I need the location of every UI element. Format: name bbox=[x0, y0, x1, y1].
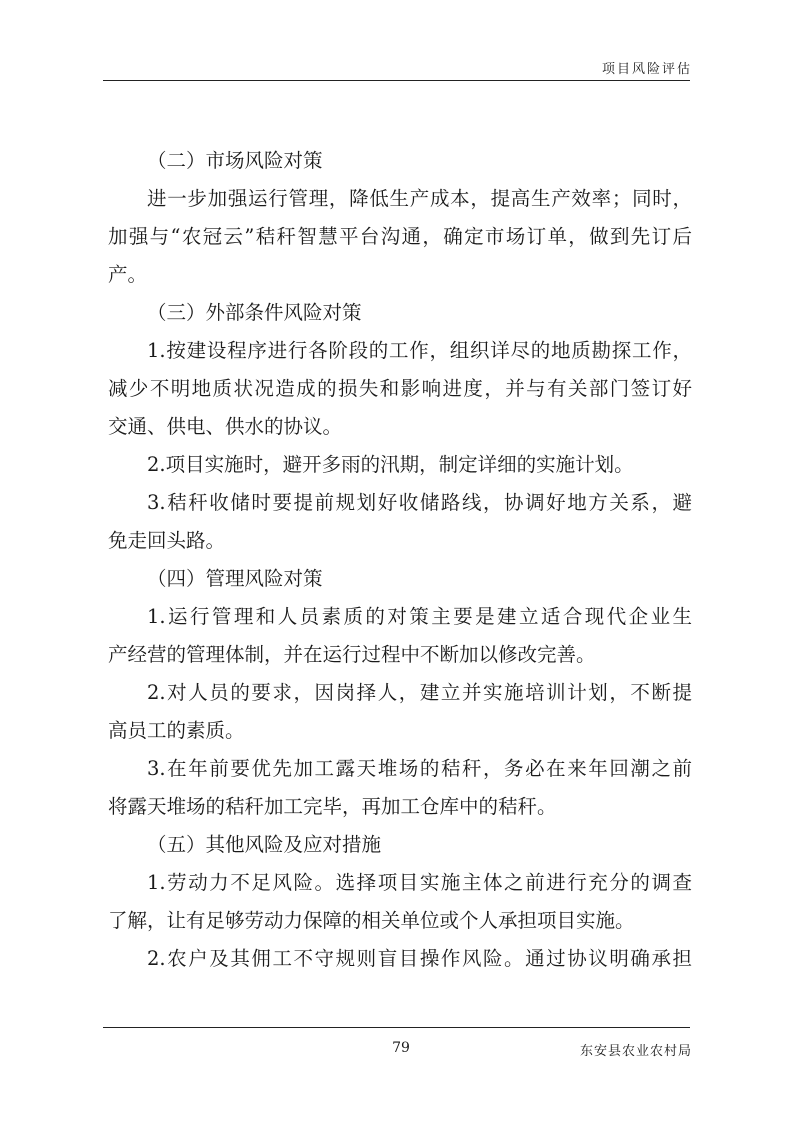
paragraph-line: 高员工的素质。 bbox=[108, 719, 245, 742]
paragraph-line: 进一步加强运行管理，降低生产成本，提高生产效率；同时， bbox=[147, 187, 692, 210]
header-divider bbox=[103, 80, 690, 81]
paragraph-line: 1.运行管理和人员素质的对策主要是建立适合现代企业生 bbox=[147, 605, 692, 628]
paragraph-line: 了解，让有足够劳动力保障的相关单位或个人承担项目实施。 bbox=[108, 909, 635, 932]
section-heading-market-risk: （二）市场风险对策 bbox=[147, 149, 323, 172]
paragraph-line: 3.在年前要优先加工露天堆场的秸秆，务必在来年回潮之前 bbox=[147, 757, 692, 780]
paragraph-line: 减少不明地质状况造成的损失和影响进度，并与有关部门签订好 bbox=[108, 377, 692, 400]
paragraph-line: 将露天堆场的秸秆加工完毕，再加工仓库中的秸秆。 bbox=[108, 795, 557, 818]
footer-divider bbox=[103, 1027, 690, 1028]
section-heading-external-risk: （三）外部条件风险对策 bbox=[147, 301, 362, 324]
paragraph-line: 加强与“农冠云”秸秆智慧平台沟通，确定市场订单，做到先订后 bbox=[108, 225, 692, 248]
paragraph-line: 2.对人员的要求，因岗择人，建立并实施培训计划，不断提 bbox=[147, 681, 692, 704]
footer-organization: 东安县农业农村局 bbox=[579, 1044, 692, 1059]
paragraph-line: 2.农户及其佣工不守规则盲目操作风险。通过协议明确承担 bbox=[147, 947, 692, 970]
paragraph-line: 免走回头路。 bbox=[108, 529, 226, 552]
paragraph-line: 3.秸秆收储时要提前规划好收储路线，协调好地方关系，避 bbox=[147, 491, 692, 514]
document-body bbox=[108, 142, 692, 978]
section-heading-other-risk: （五）其他风险及应对措施 bbox=[147, 833, 382, 856]
section-heading-management-risk: （四）管理风险对策 bbox=[147, 567, 323, 590]
paragraph-line: 产经营的管理体制，并在运行过程中不断加以修改完善。 bbox=[108, 643, 596, 666]
paragraph-line: 1.按建设程序进行各阶段的工作，组织详尽的地质勘探工作， bbox=[147, 339, 692, 362]
page-number: 79 bbox=[392, 1040, 410, 1056]
paragraph-line: 1.劳动力不足风险。选择项目实施主体之前进行充分的调查 bbox=[147, 871, 692, 894]
paragraph-line: 产。 bbox=[108, 263, 148, 286]
paragraph-line: 2.项目实施时，避开多雨的汛期，制定详细的实施计划。 bbox=[147, 453, 634, 476]
running-header-title: 项目风险评估 bbox=[601, 62, 692, 77]
paragraph-line: 交通、供电、供水的协议。 bbox=[108, 415, 343, 438]
